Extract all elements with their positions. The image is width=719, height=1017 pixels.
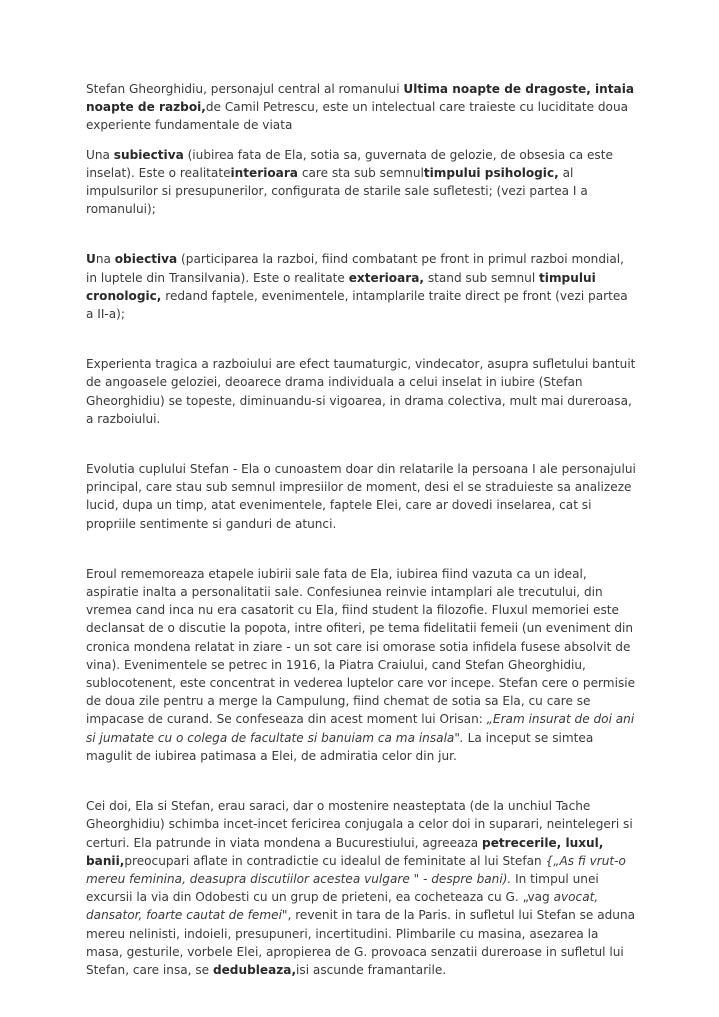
paragraph: Una subiectiva (iubirea fata de Ela, sotia sa, guvernata de gelozie, de obsesia ca este inselat). Este o realitateinterioara care sta sub semnultimpului psihologic, al impulsurilor si presupunerilor, configurata de starile sale sufletesti; (vezi partea I a romanului); — [86, 147, 613, 217]
paragraph: Cei doi, Ela si Stefan, erau saraci, dar o mostenire neasteptata (de la unchiul Tache Gheorghidiu) schimba incet-incet fericirea conjugala a celor doi in suparari, neintelegeri si certuri. Ela patrunde in viata mondena a Bucurestiului, agreeaza petrecerile, luxul, banii,preocupari aflate in contradictie cu idealul de feminitate al lui Stefan {„As fi vrut-o mereu feminina, deasupra discutiilor acestea vulgare " - despre bani). In timpul unei excursii la via din Odobesti cu un grup de prieteni, ea cocheteaza cu G. „vag avocat, dansator, foarte cautat de femei", revenit in tara de la Paris. in sufletul lui Stefan se aduna mereu nelinisti, indoieli, presupuneri, incertitudini. Plimbarile cu masina, asezarea la masa, gesturile, vorbele Elei, apropierea de G. provoaca senzatii dureroase in sufletul lui Stefan, care insa, se dedubleaza,isi ascunde framantarile. — [86, 799, 636, 977]
paragraph: Experienta tragica a razboiului are efect taumaturgic, vindecator, asupra sufletului bantuit de angoasele geloziei, deoarece drama individuala a celui inselat in iubire (Stefan Gheorghidiu) se topeste, diminuandu-si vigoarea, in drama colectiva, mult mai dureroasa, a razboiului. — [86, 357, 636, 426]
document-page — [86, 80, 638, 979]
paragraph: Evolutia cuplului Stefan - Ela o cunoastem doar din relatarile la persoana I ale personajului principal, care stau sub semnul impresiilor de moment, desi el se straduieste sa analizeze lucid, dupa un timp, atat evenimentele, faptele Elei, care ar dovedi inselarea, cat si propriile sentimente si ganduri de atunci. — [86, 462, 636, 531]
paragraph: Una obiectiva (participarea la razboi, fiind combatant pe front in primul razboi mondial, in luptele din Transilvania). Este o realitate exterioara, stand sub semnul timpului cronologic, redand faptele, evenimentele, intamplarile traite direct pe front (vezi partea a II-a); — [86, 252, 628, 322]
paragraph: Eroul rememoreaza etapele iubirii sale fata de Ela, iubirea fiind vazuta ca un ideal, aspiratie inalta a personalitatii sale. Confesiunea reinvie intamplari ale trecutului, din vremea cand inca nu era casatorit cu Ela, fiind student la filozofie. Fluxul memoriei este declansat de o discutie la popota, intre ofiteri, pe tema fidelitatii femeii (un eveniment din cronica mondena relatat in ziare - un sot care isi omorase sotia infidela fusese absolvit de vina). Evenimentele se petrec in 1916, la Piatra Craiului, cand Stefan Gheorghidiu, sublocotenent, este concentrat in vederea luptelor care vor incepe. Stefan cere o permisie de doua zile pentru a merge la Campulung, fiind chemat de sotia sa Ela, cu care se impacase de curand. Se confeseaza din acest moment lui Orisan: „Eram insurat de doi ani si jumatate cu o colega de facultate si banuiam ca ma insala". La inceput se simtea magulit de iubirea patimasa a Elei, de admiratia celor din jur. — [86, 566, 636, 763]
paragraph: Stefan Gheorghidiu, personajul central al romanului Ultima noapte de dragoste, intaia noapte de razboi,de Camil Petrescu, este un intelectual care traieste cu luciditate doua experiente fundamentale de viata — [86, 82, 635, 133]
